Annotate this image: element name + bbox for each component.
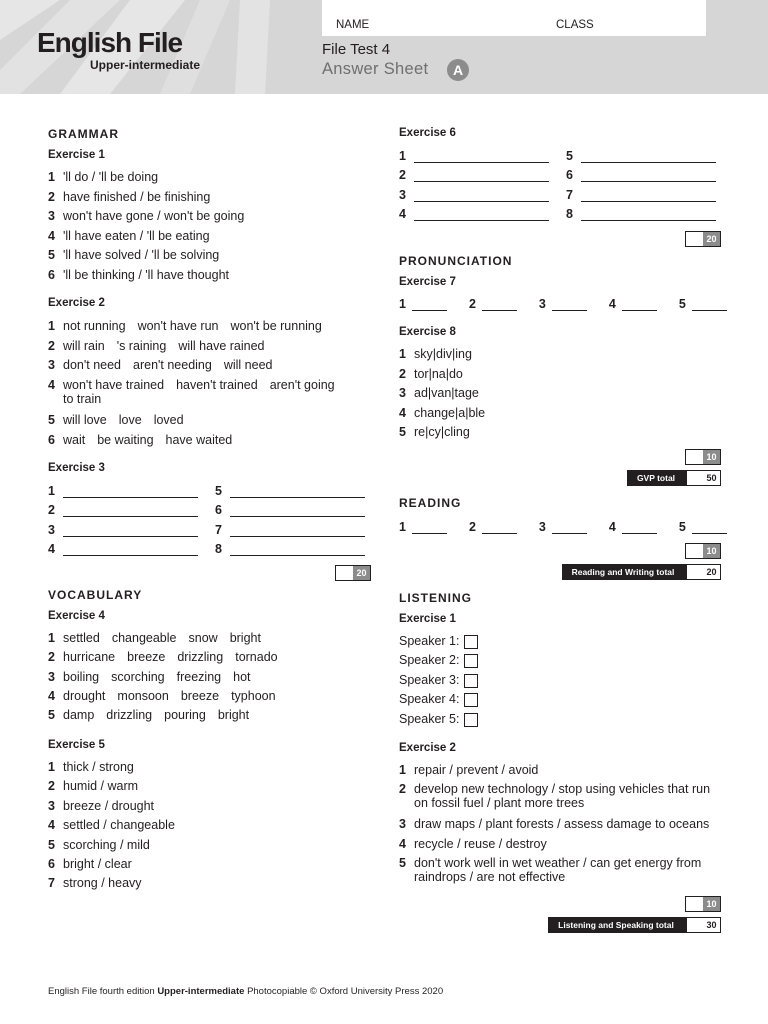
listening-exercise-2-item <box>399 817 709 831</box>
item-number: 1 <box>48 319 55 333</box>
option-text[interactable]: aren't needing <box>133 358 212 372</box>
speaker-label: Speaker 1: <box>399 634 460 648</box>
exercise-3-title: Exercise 3 <box>48 462 105 474</box>
answer-blank[interactable] <box>552 299 587 311</box>
answer-blank[interactable] <box>414 190 549 202</box>
item-text: don't work well in wet weather / can get energy from <box>414 855 702 870</box>
option-text[interactable]: breeze <box>127 650 166 665</box>
reading-writing-total-bar <box>562 564 721 580</box>
item-number: 2 <box>399 168 406 183</box>
total-blank[interactable] <box>687 565 703 579</box>
exercise-3-row <box>48 523 198 537</box>
exercise-2-item <box>48 319 334 333</box>
logo-subtitle: Upper-intermediate <box>90 58 201 72</box>
item-number: 3 <box>48 798 55 813</box>
exercise-4-item <box>48 708 261 722</box>
item-number: 5 <box>48 413 55 427</box>
item-number: 6 <box>48 857 55 871</box>
listening-speaking-total-bar <box>548 917 721 933</box>
exercise-5-item <box>48 857 132 871</box>
speaker-checkbox[interactable] <box>464 654 478 668</box>
test-title: File Test 4 <box>322 41 391 58</box>
option-text[interactable]: tornado <box>235 650 278 665</box>
exercise-6-row <box>399 207 549 221</box>
answer-blank[interactable] <box>63 525 198 537</box>
answer-blank[interactable] <box>622 299 657 311</box>
option-text[interactable]: loved <box>153 413 184 427</box>
reading-score-box <box>685 543 721 559</box>
option-text[interactable]: be waiting <box>97 432 154 447</box>
item-number: 3 <box>48 522 55 537</box>
version-badge: A <box>447 59 469 81</box>
item-number: 1 <box>48 484 55 498</box>
speaker-checkbox[interactable] <box>464 635 478 649</box>
option-text[interactable]: have waited <box>165 432 233 447</box>
reading-answers <box>399 520 749 534</box>
reading-writing-total-max: 20 <box>703 565 720 579</box>
item-number: 8 <box>215 541 222 556</box>
item-text: humid / warm <box>63 779 139 794</box>
footer-rights: Photocopiable © Oxford University Press 2020 <box>247 986 444 997</box>
item-number: 4 <box>399 405 406 420</box>
item-number: 6 <box>48 432 55 447</box>
exercise-3-row <box>48 542 198 556</box>
speaker-label: Speaker 4: <box>399 692 460 707</box>
answer-blank[interactable] <box>482 522 517 534</box>
exercise-8-item <box>399 367 463 381</box>
exercise-6-row <box>566 207 716 221</box>
item-number: 2 <box>48 189 55 204</box>
option-text[interactable]: will need <box>223 358 273 372</box>
item-number: 4 <box>608 297 616 311</box>
item-text: draw maps / plant forests / assess damage to oceans <box>414 817 710 832</box>
answer-blank[interactable] <box>230 486 365 498</box>
option-text[interactable]: monsoon <box>117 688 169 703</box>
name-class-box[interactable] <box>322 0 706 36</box>
name-label: NAME <box>336 19 370 31</box>
item-number: 3 <box>399 187 406 202</box>
reading-title: READING <box>399 496 462 510</box>
exercise-5-item <box>48 799 154 813</box>
item-text: breeze / drought <box>63 798 155 813</box>
item-text: re|cy|cling <box>414 425 470 439</box>
item-number: 5 <box>399 425 406 439</box>
exercise-6-title: Exercise 6 <box>399 127 456 139</box>
exercise-2-title: Exercise 2 <box>48 297 105 309</box>
option-text[interactable]: typhoon <box>231 688 276 703</box>
score-max: 10 <box>703 450 720 464</box>
item-text: repair / prevent / avoid <box>414 763 539 777</box>
listening-speaking-total-label: Listening and Speaking total <box>558 920 674 930</box>
answer-sheet-title: Answer Sheet <box>322 60 429 78</box>
item-number: 3 <box>538 297 546 311</box>
answer-blank[interactable] <box>581 209 716 221</box>
vocabulary-score-box <box>685 231 721 247</box>
item-number: 3 <box>538 520 546 534</box>
item-number: 1 <box>399 149 406 163</box>
item-number: 7 <box>215 522 222 537</box>
answer-blank[interactable] <box>63 505 198 517</box>
item-text: change|a|ble <box>414 405 486 420</box>
speaker-label: Speaker 2: <box>399 653 460 668</box>
exercise-6-row <box>566 188 716 202</box>
exercise-5-item <box>48 838 150 852</box>
item-number: 7 <box>566 187 573 202</box>
answer-blank[interactable] <box>230 505 365 517</box>
exercise-8-item <box>399 347 472 361</box>
answer-blank[interactable] <box>692 299 727 311</box>
item-text-continued: to train <box>63 391 102 406</box>
item-number: 6 <box>48 267 55 282</box>
item-number: 3 <box>48 358 55 372</box>
item-text: scorching / mild <box>63 837 150 852</box>
pronunciation-score-box <box>685 449 721 465</box>
option-text[interactable]: breeze <box>180 688 220 703</box>
answer-blank[interactable] <box>622 522 657 534</box>
option-text[interactable]: pouring <box>164 708 206 723</box>
exercise-8-item <box>399 386 479 400</box>
item-text: have finished / be finishing <box>63 189 211 204</box>
option-text[interactable]: will rain <box>63 338 105 353</box>
header-banner <box>0 0 768 94</box>
answer-blank[interactable] <box>581 190 716 202</box>
item-text-continued: on fossil fuel / plant more trees <box>414 796 585 811</box>
item-text: 'll have solved / 'll be solving <box>63 248 220 262</box>
exercise-2-item <box>48 339 277 353</box>
exercise-4-item <box>48 631 273 645</box>
exercise-7-answers <box>399 297 749 311</box>
exercise-1-item <box>48 170 158 184</box>
item-text: 'll do / 'll be doing <box>63 170 159 184</box>
exercise-2-item <box>48 358 284 372</box>
option-text[interactable]: not running <box>63 319 126 333</box>
item-number: 3 <box>48 209 55 223</box>
option-text[interactable]: aren't going <box>269 377 335 392</box>
item-number: 7 <box>48 876 55 891</box>
answer-blank[interactable] <box>414 151 549 163</box>
answer-blank[interactable] <box>581 151 716 163</box>
exercise-3-row <box>215 484 365 498</box>
item-number: 2 <box>399 782 406 797</box>
footer-edition: English File fourth edition <box>48 986 155 997</box>
item-number: 2 <box>48 779 55 794</box>
item-text: won't have gone / won't be going <box>63 209 245 223</box>
option-text[interactable]: freezing <box>176 669 222 684</box>
item-number: 5 <box>215 484 222 498</box>
item-number: 2 <box>48 338 55 353</box>
option-text[interactable]: bright <box>229 631 261 645</box>
option-text[interactable]: hot <box>233 669 251 684</box>
footer <box>48 986 443 997</box>
reading-writing-total-label: Reading and Writing total <box>571 567 675 577</box>
exercise-1-item <box>48 190 210 204</box>
answer-blank[interactable] <box>230 544 365 556</box>
item-text: strong / heavy <box>63 876 142 891</box>
listening-exercise-2-item <box>399 856 701 884</box>
vocabulary-title: VOCABULARY <box>48 588 143 602</box>
answer-blank[interactable] <box>414 209 549 221</box>
option-text[interactable]: won't have run <box>137 319 219 333</box>
exercise-3-row <box>48 484 198 498</box>
answer-blank[interactable] <box>230 525 365 537</box>
item-number: 4 <box>48 688 55 703</box>
exercise-2-item <box>48 413 196 427</box>
listening-exercise-2-title: Exercise 2 <box>399 742 456 754</box>
score-max: 20 <box>353 566 370 580</box>
exercise-5-item <box>48 818 175 832</box>
listening-exercise-2-item <box>399 763 538 777</box>
score-blank[interactable] <box>686 897 703 911</box>
item-text: settled / changeable <box>63 818 175 833</box>
item-number: 1 <box>399 297 406 311</box>
score-blank[interactable] <box>686 544 703 558</box>
exercise-5-item <box>48 876 142 890</box>
item-number: 4 <box>399 836 406 851</box>
exercise-6-row <box>566 168 716 182</box>
listening-exercise-1-title: Exercise 1 <box>399 613 456 625</box>
item-number: 6 <box>566 168 573 183</box>
pronunciation-title: PRONUNCIATION <box>399 254 513 268</box>
speaker-label: Speaker 3: <box>399 672 460 687</box>
score-max: 10 <box>703 544 720 558</box>
option-text[interactable]: won't be running <box>230 319 322 333</box>
item-number: 3 <box>399 386 406 400</box>
exercise-4-item <box>48 670 263 684</box>
option-text[interactable]: bright <box>217 708 250 723</box>
option-text[interactable]: boiling <box>63 669 100 684</box>
item-number: 5 <box>399 855 406 870</box>
item-number: 2 <box>468 520 476 534</box>
exercise-1-item <box>48 209 244 223</box>
total-blank[interactable] <box>687 471 703 485</box>
exercise-1-item <box>48 248 219 262</box>
item-number: 4 <box>48 541 55 556</box>
gvp-total-max: 50 <box>703 471 720 485</box>
item-number: 2 <box>48 650 55 665</box>
option-text[interactable]: changeable <box>111 631 177 645</box>
item-number: 4 <box>399 206 406 221</box>
option-text[interactable]: haven't trained <box>176 377 258 392</box>
item-number: 5 <box>678 520 686 534</box>
exercise-6-row <box>566 149 716 163</box>
item-number: 4 <box>48 818 55 833</box>
exercise-5-title: Exercise 5 <box>48 739 105 751</box>
option-text[interactable]: hurricane <box>63 650 116 665</box>
exercise-3-row <box>215 503 365 517</box>
answer-blank[interactable] <box>482 299 517 311</box>
exercise-4-title: Exercise 4 <box>48 610 105 622</box>
option-text[interactable]: damp <box>63 708 95 723</box>
answer-blank[interactable] <box>552 522 587 534</box>
option-text[interactable]: settled <box>63 631 100 645</box>
speaker-label: Speaker 5: <box>399 711 460 726</box>
item-text-continued: raindrops / are not effective <box>414 869 566 884</box>
item-number: 1 <box>48 760 55 774</box>
item-number: 2 <box>48 503 55 518</box>
item-text: 'll have eaten / 'll be eating <box>63 228 210 243</box>
item-number: 2 <box>399 366 406 381</box>
option-text[interactable]: drizzling <box>106 708 153 723</box>
item-number: 5 <box>48 837 55 852</box>
exercise-8-item <box>399 425 470 439</box>
option-text[interactable]: snow <box>188 631 218 645</box>
exercise-6-row <box>399 188 549 202</box>
exercise-8-item <box>399 406 485 420</box>
exercise-1-item <box>48 229 210 243</box>
item-text: thick / strong <box>63 760 134 774</box>
grammar-score-box <box>335 565 371 581</box>
answer-blank[interactable] <box>412 299 447 311</box>
exercise-5-item <box>48 760 134 774</box>
item-number: 2 <box>468 297 476 311</box>
item-text: develop new technology / stop using vehicles that run <box>414 782 711 797</box>
score-blank[interactable] <box>336 566 353 580</box>
item-number: 1 <box>48 170 55 184</box>
item-number: 5 <box>48 708 55 723</box>
exercise-1-title: Exercise 1 <box>48 149 105 161</box>
answer-blank[interactable] <box>63 544 198 556</box>
option-text[interactable]: love <box>118 413 142 427</box>
class-label: CLASS <box>556 19 594 31</box>
option-text[interactable]: will have rained <box>178 338 265 353</box>
item-number: 4 <box>608 520 616 534</box>
item-number: 1 <box>48 631 55 645</box>
answer-blank[interactable] <box>414 170 549 182</box>
logo-title: English File <box>37 27 183 58</box>
exercise-2-item <box>48 433 244 447</box>
option-text[interactable]: 's raining <box>116 338 167 353</box>
item-text: tor|na|do <box>414 366 463 381</box>
listening-speaking-total-max: 30 <box>703 918 720 932</box>
exercise-4-item <box>48 650 290 664</box>
item-number: 4 <box>48 377 55 392</box>
exercise-5-item <box>48 779 138 793</box>
item-number: 6 <box>215 503 222 518</box>
option-text[interactable]: wait <box>63 432 86 447</box>
speaker-checkbox[interactable] <box>464 713 478 727</box>
item-text: bright / clear <box>63 857 132 871</box>
item-text: sky|div|ing <box>414 347 472 361</box>
item-number: 5 <box>566 149 573 163</box>
exercise-2-item <box>48 378 347 406</box>
item-number: 1 <box>399 763 406 777</box>
exercise-7-title: Exercise 7 <box>399 276 456 288</box>
exercise-8-title: Exercise 8 <box>399 326 456 338</box>
item-number: 5 <box>678 297 686 311</box>
score-max: 10 <box>703 897 720 911</box>
score-blank[interactable] <box>686 450 703 464</box>
item-number: 1 <box>399 520 406 534</box>
item-number: 4 <box>48 228 55 243</box>
answer-blank[interactable] <box>581 170 716 182</box>
exercise-1-item <box>48 268 229 282</box>
listening-title: LISTENING <box>399 591 473 605</box>
item-number: 3 <box>48 669 55 684</box>
score-blank[interactable] <box>686 232 703 246</box>
exercise-3-row <box>215 523 365 537</box>
item-text: 'll be thinking / 'll have thought <box>63 267 229 282</box>
option-text[interactable]: won't have trained <box>63 377 165 392</box>
listening-score-box <box>685 896 721 912</box>
answer-blank[interactable] <box>692 522 727 534</box>
grammar-title: GRAMMAR <box>48 127 119 141</box>
option-text[interactable]: scorching <box>111 669 165 684</box>
exercise-6-row <box>399 149 549 163</box>
option-text[interactable]: drought <box>63 688 106 703</box>
score-max: 20 <box>703 232 720 246</box>
speaker-checkbox[interactable] <box>464 674 478 688</box>
item-number: 3 <box>399 817 406 832</box>
answer-blank[interactable] <box>63 486 198 498</box>
listening-exercise-2-item <box>399 782 710 810</box>
exercise-6-row <box>399 168 549 182</box>
option-text[interactable]: drizzling <box>177 650 224 665</box>
answer-blank[interactable] <box>412 522 447 534</box>
gvp-total-label: GVP total <box>636 473 676 483</box>
option-text[interactable]: don't need <box>63 358 121 372</box>
gvp-total-bar <box>627 470 721 486</box>
item-number: 1 <box>399 347 406 361</box>
option-text[interactable]: will love <box>63 413 107 427</box>
speaker-checkbox[interactable] <box>464 693 478 707</box>
item-number: 8 <box>566 206 573 221</box>
item-number: 5 <box>48 248 55 262</box>
exercise-3-row <box>215 542 365 556</box>
exercise-4-item <box>48 689 288 703</box>
item-text: recycle / reuse / destroy <box>414 836 547 851</box>
listening-exercise-2-item <box>399 837 547 851</box>
footer-level: Upper-intermediate <box>157 986 245 997</box>
exercise-3-row <box>48 503 198 517</box>
item-text: ad|van|tage <box>414 386 479 400</box>
total-blank[interactable] <box>687 918 703 932</box>
